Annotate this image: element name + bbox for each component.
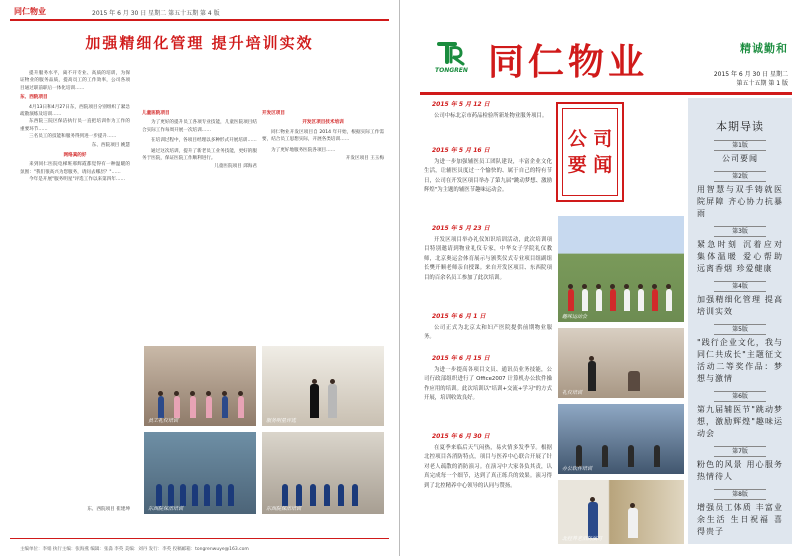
paragraph: 东西院三院区保洁执行员一直把培训作为工作的重要环节…… — [20, 119, 130, 132]
paragraph: 三名员工的技能和服务得到进一步提升…… — [29, 134, 117, 140]
news-text: 公司中标北京市药品检验所新址物业服务项目。 — [434, 112, 548, 119]
news-date: 2015 年 6 月 1 日 — [432, 313, 486, 320]
byline: 儿童医院项目 邱海君 — [214, 164, 257, 170]
photo-caption: 北控养老消防演习 — [562, 536, 603, 542]
guide-edition-label: 第6版 — [714, 391, 766, 402]
box-text: 公 司 — [567, 128, 613, 150]
paragraph: 来到同仁医院电梯班邢辉霞都觉得有一种温暖的氛围："我们很高兴为您服务，请问去哪层？"…… — [20, 162, 130, 175]
etiquette-photo — [558, 328, 684, 398]
news-item-6 — [424, 432, 552, 492]
guide-item: 加强精细化管理 提高培训实效 — [697, 295, 783, 316]
software-training-photo — [558, 404, 684, 474]
front-page — [402, 0, 800, 556]
paragraph: 4月13日和4月27日东，西院项目分别组织了紧急疏散演练及培训…… — [20, 104, 130, 118]
issue-info: 2015 年 6 月 30 日 星期二 第五十五期 第 4 版 — [92, 10, 220, 17]
byline: 东、西院项目 姚慧 — [91, 142, 130, 148]
section-subhead: 儿童医院项目 — [142, 111, 170, 116]
sports-meet-photo — [558, 216, 684, 322]
guide-edition-label: 第5版 — [714, 324, 766, 335]
guide-edition-label: 第2版 — [714, 171, 766, 182]
issue-guide-sidebar — [688, 98, 792, 544]
issue-number: 第五十五期 第 1 版 — [736, 80, 788, 87]
photo-caption: 员工礼仪培训 — [148, 418, 179, 424]
page-headline: 加强精细化管理 提升培训实效 — [85, 34, 314, 52]
guide-edition-label: 第4版 — [714, 281, 766, 292]
page-header-strip — [10, 6, 391, 18]
photo-caption: 办公软件培训 — [562, 466, 593, 472]
news-text: 开发区项目举办礼仪知识培训活动，此次培训项目特别邀请到物业礼仪专家，中华女子学院礼仪教师，北京奥运会体育展示与颁奖仪式专业项目组副组长樊开顺老师亲自授课。来自开发区项目、东西院项目的百余名员工参加了此次培训。 — [424, 236, 552, 281]
guide-item: 粉色的风景 用心服务 热情待人 — [697, 460, 783, 481]
paragraph: 通过这次培训，提升了新老员工业务技能，更好的服务于医院，保证医院工作顺利进行。 — [142, 148, 257, 162]
news-text: 在夏季来临后天气闷热，易火情多发季节。根据北控项目各消防特点，项目与医养中心联合开展了针对老人疏散的消防演习。在演习中大家各负其责，认真完成每一个细节，达到了真正练兵的效果。演习得到了北控精养中心领导的认同与赞扬。 — [424, 444, 552, 489]
footer-rule — [10, 538, 389, 539]
news-item-4 — [424, 312, 552, 343]
photo-caption: 趣味运动会 — [562, 314, 588, 320]
news-text: 为进一步提高各项目文员、通讯员业务技能，公司行政部组织进行了 Office2007 计算机办公软件操作应用的培训。此次培训以"培训+交流+学习"的方式开展，培训收效良好。 — [424, 366, 552, 402]
training-photo-4 — [262, 432, 384, 514]
guide-edition-label: 第1版 — [714, 140, 766, 151]
article-title: 开发区项目技术培训 — [302, 120, 344, 126]
guide-item: 第九届辅医节"跳动梦想，激励辉煌"趣味运动会 — [697, 405, 783, 438]
issue-date-block — [714, 70, 788, 88]
tr-logo-icon — [435, 38, 467, 66]
photo-caption: 东西院保洁培训 — [148, 506, 184, 512]
news-date: 2015 年 5 月 12 日 — [432, 101, 490, 108]
guide-item: 紧急时刻 沉着应对 集体温暖 爱心帮助 远离香烟 珍爱健康 — [697, 240, 783, 273]
byline: 东、西院项目 崔建坤 — [87, 507, 130, 512]
paragraph: 今年是开展"服务明星"评选工作以来第四年…… — [29, 177, 126, 183]
issue-date: 2015 年 6 月 30 日 星期二 — [713, 71, 788, 78]
news-item-1 — [424, 100, 552, 121]
news-item-2 — [424, 146, 552, 196]
masthead-title: 同仁物业 — [488, 41, 649, 83]
news-date: 2015 年 6 月 15 日 — [432, 355, 490, 362]
page-footer: 主编单位：李娟 执行主编：张海燕 编辑：张淼 李英 美编：刘丹 发行：李英 投稿邮箱：tongrenwuye@163.com — [20, 547, 249, 552]
guide-edition-label: 第8版 — [714, 489, 766, 500]
news-text: 公司正式为北京太和妇产医院提供前期物业服务。 — [424, 324, 552, 341]
training-photo-3 — [144, 432, 256, 514]
guide-item: 增强员工体质 丰富业余生活 生日祝福 喜得贵子 — [697, 503, 783, 536]
training-photo-2 — [262, 346, 384, 426]
news-date: 2015 年 5 月 16 日 — [432, 147, 490, 154]
photo-caption: 服务明星评选 — [266, 418, 297, 424]
article-column-1 — [20, 70, 130, 270]
guide-edition-label: 第3版 — [714, 226, 766, 237]
company-slogan: 精诚勤和 — [740, 42, 788, 55]
company-logo — [435, 38, 468, 74]
article-title: 网络真的好 — [63, 153, 87, 159]
guide-title: 本期导读 — [716, 120, 764, 133]
article-column-3 — [262, 108, 384, 288]
section-subhead: 开发区项目 — [262, 111, 285, 116]
paragraph: 为了更好地服务医院各项目…… — [271, 147, 336, 153]
news-item-3 — [424, 224, 552, 284]
company-news-box — [556, 102, 624, 202]
fire-drill-photo — [558, 480, 684, 544]
training-photo-1 — [144, 346, 256, 426]
news-text: 为进一步加强辅医员工团队建设，丰富企业文化生活，让辅医员度过一个愉快的、属于自己的特有节日，公司在开发区项目举办了第九届"跳动梦想、激励辉煌"为主题的辅医节趣味运动会。 — [424, 158, 552, 194]
news-item-5 — [424, 354, 552, 404]
byline-block — [20, 505, 130, 516]
paragraph: 在培训过程中，各项目经理以多种形式开展培训…… — [151, 138, 257, 144]
box-text: 要 闻 — [567, 154, 613, 176]
news-date: 2015 年 6 月 30 日 — [432, 433, 490, 440]
logo-english: TONGREN — [435, 67, 468, 74]
guide-edition-label: 第7版 — [714, 446, 766, 457]
article-column-2 — [142, 108, 257, 288]
byline: 开发区项目 王玉梅 — [345, 156, 384, 162]
section-subhead: 东、西院项目 — [20, 95, 48, 101]
guide-item: 用智慧与双手铸就医院屏障 齐心协力抗暴雨 — [697, 185, 783, 218]
masthead-mini-logo: 同仁物业 — [14, 7, 46, 16]
paragraph: 提升服务水平，离不开专业、高质的培训，为保证物业的服务品质，提高员工的工作效率，公司各项目通过职前职后一体化培训…… — [20, 71, 130, 91]
photo-caption: 东西院保洁培训 — [266, 506, 302, 512]
header-rule — [10, 19, 389, 21]
masthead-rule — [420, 92, 792, 95]
news-date: 2015 年 5 月 23 日 — [432, 225, 490, 232]
photo-caption: 礼仪培训 — [562, 390, 583, 396]
guide-item: "践行企业文化，我与同仁共成长"主题征文活动二等奖作品：梦想与激情 — [697, 338, 783, 383]
paragraph: 为了更好的提升员工各项专业技能，儿童医院项目结合实际工作每周开展一次培训…… — [142, 120, 257, 133]
paragraph: 同仁物业开发区项目自 2014 年开始，根据实际工作需要，结合员工思想实际，开展各类培训…… — [262, 129, 384, 143]
guide-item: 公司要闻 — [722, 154, 758, 163]
